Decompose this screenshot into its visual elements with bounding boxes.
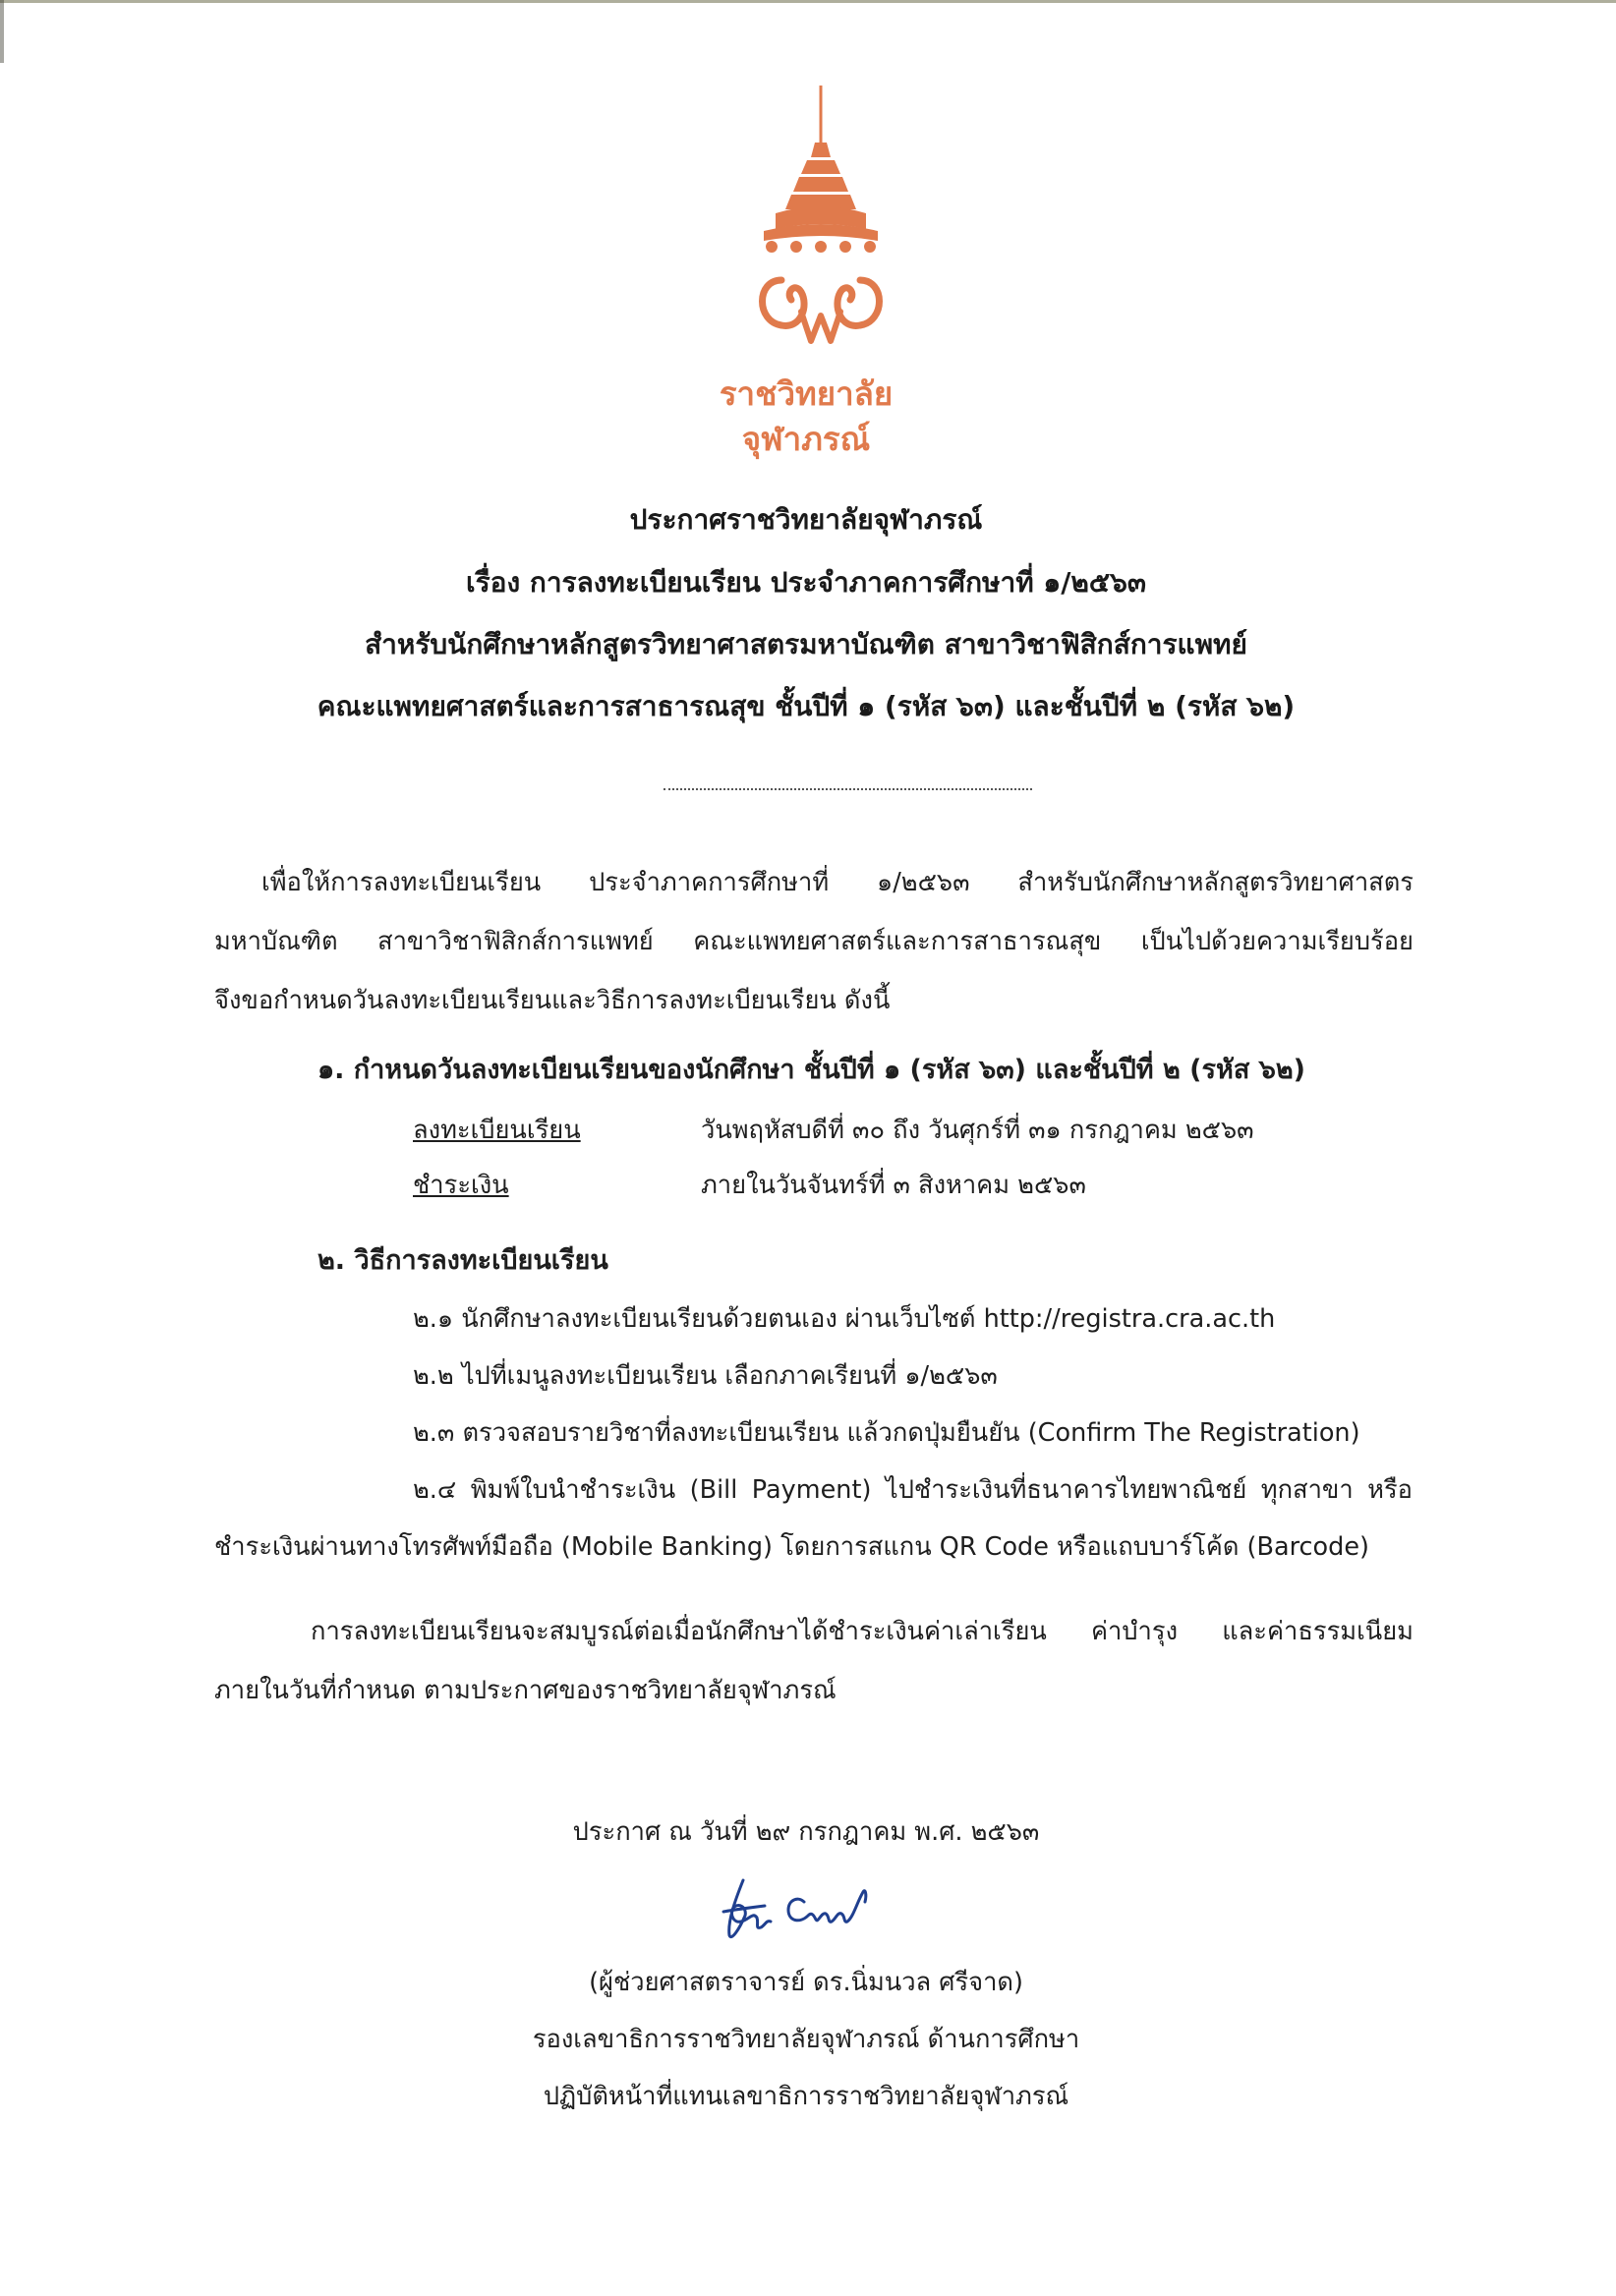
- announcement-title: ประกาศราชวิทยาลัยจุฬาภรณ์: [629, 503, 983, 536]
- handwritten-signature: [710, 1872, 877, 1947]
- step-2-1: ๒.๑ นักศึกษาลงทะเบียนเรียนด้วยตนเอง ผ่านเว็บไซต์ http://registra.cra.ac.th: [413, 1304, 1276, 1334]
- schedule-label: ลงทะเบียนเรียน: [413, 1116, 581, 1145]
- cra-crest-logo: [742, 84, 899, 378]
- intro-line: มหาบัณฑิต สาขาวิชาฟิสิกส์การแพทย์ คณะแพทยศาสตร์และการสาธารณสุข เป็นไปด้วยความเรียบร้อย: [214, 927, 1414, 956]
- scan-edge-mark: [0, 0, 4, 63]
- announcement-audience: สำหรับนักศึกษาหลักสูตรวิทยาศาสตรมหาบัณฑิต สาขาวิชาฟิสิกส์การแพทย์: [365, 628, 1247, 660]
- announcement-subject: เรื่อง การลงทะเบียนเรียน ประจำภาคการศึกษาที่ ๑/๒๕๖๓: [466, 566, 1146, 599]
- step-2-2: ๒.๒ ไปที่เมนูลงทะเบียนเรียน เลือกภาคเรียนที่ ๑/๒๕๖๓: [413, 1361, 998, 1391]
- signatory-name: (ผู้ช่วยศาสตราจารย์ ดร.นิ่มนวล ศรีจาด): [589, 1968, 1023, 1997]
- step-2-4: ๒.๔ พิมพ์ใบนำชำระเงิน (Bill Payment) ไปชำระเงินที่ธนาคารไทยพาณิชย์ ทุกสาขา หรือ: [413, 1475, 1413, 1505]
- announcement-date: ประกาศ ณ วันที่ ๒๙ กรกฎาคม พ.ศ. ๒๕๖๓: [572, 1817, 1040, 1847]
- section-1-title: ๑. กำหนดวันลงทะเบียนเรียนของนักศึกษา ชั้นปีที่ ๑ (รหัส ๖๓) และชั้นปีที่ ๒ (รหัส ๖๒): [317, 1055, 1305, 1085]
- schedule-row: [413, 1111, 1254, 1150]
- schedule-value: วันพฤหัสบดีที่ ๓๐ ถึง วันศุกร์ที่ ๓๑ กรกฎาคม ๒๕๖๓: [701, 1116, 1254, 1145]
- intro-line: จึงขอกำหนดวันลงทะเบียนเรียนและวิธีการลงทะเบียนเรียน ดังนี้: [214, 986, 891, 1015]
- step-2-4-continued: ชำระเงินผ่านทางโทรศัพท์มือถือ (Mobile Banking) โดยการสแกน QR Code หรือแถบบาร์โค้ด (Barcode): [214, 1532, 1369, 1562]
- scan-edge-line: [0, 0, 1616, 3]
- schedule-value: ภายในวันจันทร์ที่ ๓ สิงหาคม ๒๕๖๓: [701, 1171, 1086, 1200]
- intro-paragraph: [214, 853, 1414, 1030]
- schedule-row: [413, 1166, 1086, 1205]
- heading-divider: [664, 788, 1032, 790]
- crest-wordmark: ราชวิทยาลัย จุฬาภรณ์: [719, 374, 894, 458]
- closing-paragraph: [214, 1602, 1414, 1720]
- step-2-3: ๒.๓ ตรวจสอบรายวิชาที่ลงทะเบียนเรียน แล้วกดปุ่มยืนยัน (Confirm The Registration): [413, 1418, 1360, 1448]
- closing-line: ภายในวันที่กำหนด ตามประกาศของราชวิทยาลัยจุฬาภรณ์: [214, 1676, 837, 1705]
- closing-line: การลงทะเบียนเรียนจะสมบูรณ์ต่อเมื่อนักศึกษาได้ชำระเงินค่าเล่าเรียน ค่าบำรุง และค่าธรรมเนียม: [311, 1617, 1414, 1646]
- section-2-title: ๒. วิธีการลงทะเบียนเรียน: [317, 1245, 608, 1276]
- signatory-acting-position: ปฏิบัติหน้าที่แทนเลขาธิการราชวิทยาลัยจุฬาภรณ์: [543, 2082, 1069, 2111]
- schedule-label: ชำระเงิน: [413, 1171, 509, 1200]
- signatory-position: รองเลขาธิการราชวิทยาลัยจุฬาภรณ์ ด้านการศึกษา: [532, 2025, 1080, 2054]
- intro-line: เพื่อให้การลงทะเบียนเรียน ประจำภาคการศึกษาที่ ๑/๒๕๖๓ สำหรับนักศึกษาหลักสูตรวิทยาศาสตร: [261, 868, 1414, 897]
- announcement-faculty: คณะแพทยศาสตร์และการสาธารณสุข ชั้นปีที่ ๑ (รหัส ๖๓) และชั้นปีที่ ๒ (รหัส ๖๒): [317, 690, 1296, 722]
